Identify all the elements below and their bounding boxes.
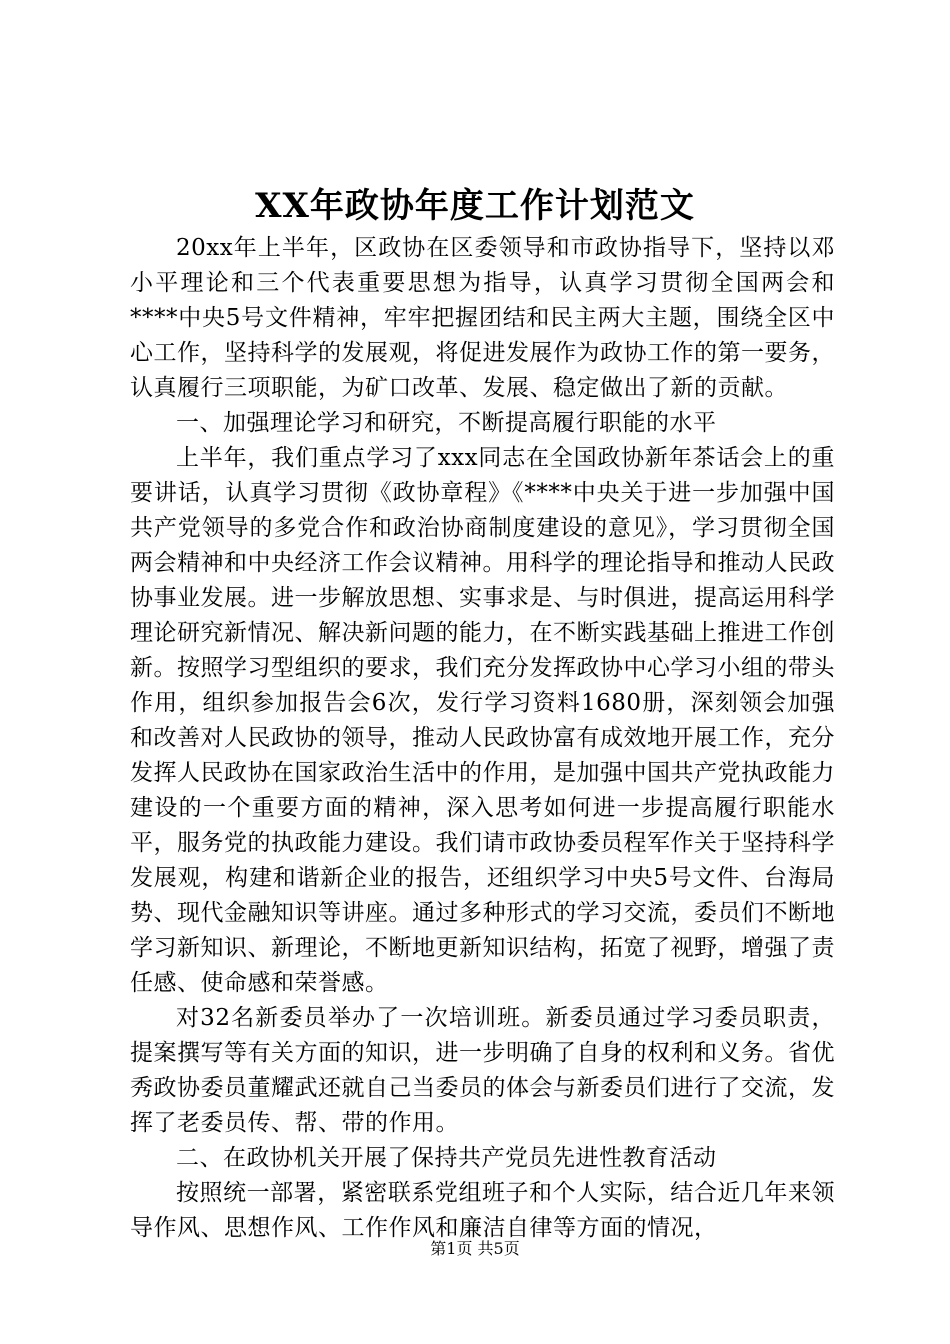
section-2-paragraph-1: 按照统一部署，紧密联系党组班子和个人实际，结合近几年来领导作风、思想作风、工作作风和廉洁自律等方面的情况， <box>130 1180 835 1241</box>
section-heading-2: 二、在政协机关开展了保持共产党员先进性教育活动 <box>176 1145 717 1171</box>
document-title: XX年政协年度工作计划范文 <box>255 186 695 226</box>
document-body <box>130 231 835 1246</box>
section-heading-1: 一、加强理论学习和研究，不断提高履行职能的水平 <box>176 410 717 436</box>
intro-paragraph: 20xx年上半年，区政协在区委领导和市政协指导下，坚持以邓小平理论和三个代表重要思想为指导，认真学习贯彻全国两会和****中央5号文件精神，牢牢把握团结和民主两大主题，围绕全区中心工作，坚持科学的发展观，将促进发展作为政协工作的第一要务，认真履行三项职能，为矿口改革、发展、稳定做出了新的贡献。 <box>130 235 835 401</box>
section-1-paragraph-2: 对32名新委员举办了一次培训班。新委员通过学习委员职责，提案撰写等有关方面的知识，进一步明确了自身的权利和义务。省优秀政协委员董耀武还就自己当委员的体会与新委员们进行了交流，发挥了老委员传、帮、带的作用。 <box>130 1005 835 1136</box>
page-number-footer: 第1页 共5页 <box>430 1239 520 1258</box>
section-1-paragraph-1: 上半年，我们重点学习了xxx同志在全国政协新年茶话会上的重要讲话，认真学习贯彻《政协章程》《****中央关于进一步加强中国共产党领导的多党合作和政治协商制度建设的意见》，学习贯彻全国两会精神和中央经济工作会议精神。用科学的理论指导和推动人民政协事业发展。进一步解放思想、实事求是、与时俱进，提高运用科学理论研究新情况、解决新问题的能力，在不断实践基础上推进工作创新。按照学习型组织的要求，我们充分发挥政协中心学习小组的带头作用，组织参加报告会6次，发行学习资料1680册，深刻领会加强和改善对人民政协的领导，推动人民政协富有成效地开展工作，充分发挥人民政协在国家政治生活中的作用，是加强中国共产党执政能力建设的一个重要方面的精神，深入思考如何进一步提高履行职能水平，服务党的执政能力建设。我们请市政协委员程军作关于坚持科学发展观，构建和谐新企业的报告，还组织学习中央5号文件、台海局势、现代金融知识等讲座。通过多种形式的学习交流，委员们不断地学习新知识、新理论，不断地更新知识结构，拓宽了视野，增强了责任感、使命感和荣誉感。 <box>130 445 835 996</box>
